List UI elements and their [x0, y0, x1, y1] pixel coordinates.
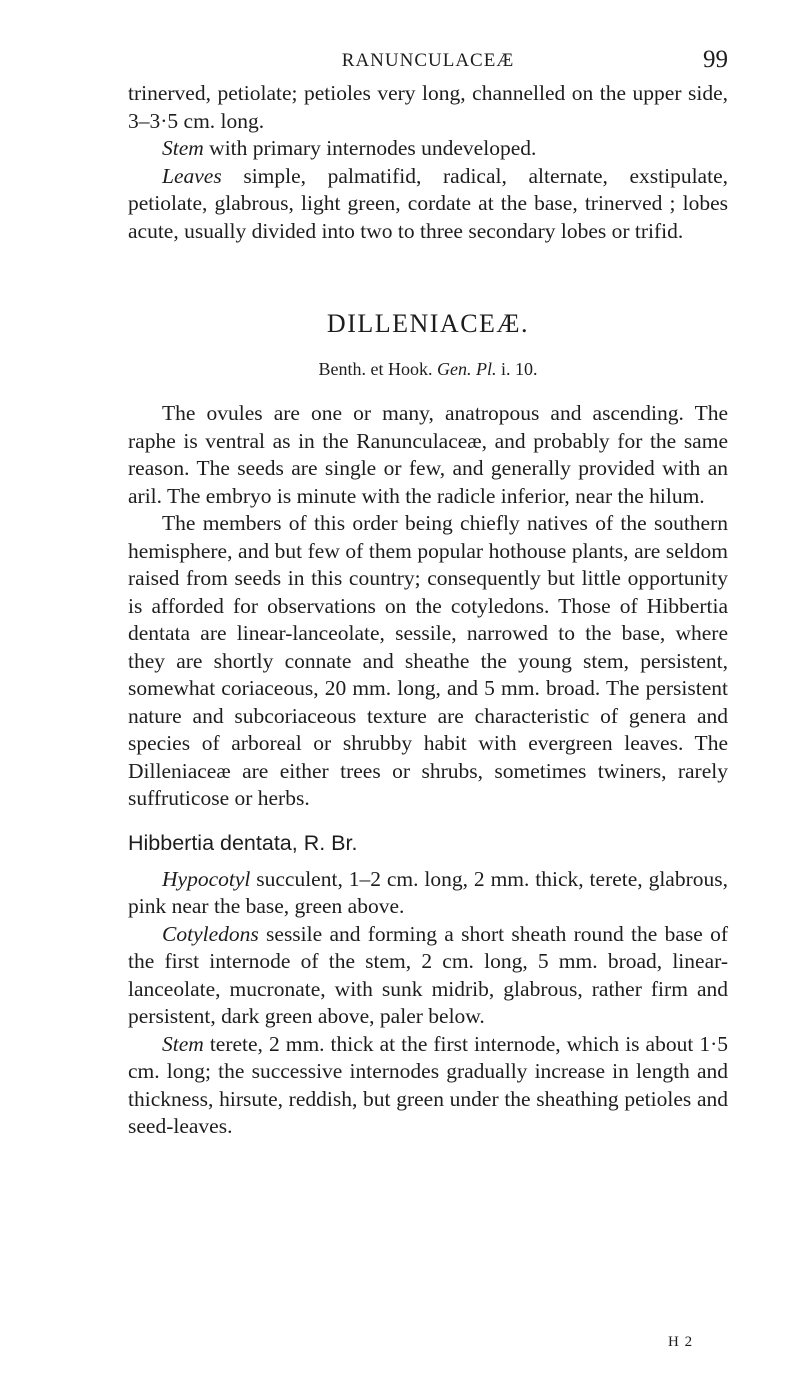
species-heading: Hibbertia dentata, R. Br.	[128, 830, 358, 855]
hypocotyl-paragraph	[128, 866, 728, 921]
page	[128, 46, 728, 1141]
species-stem-paragraph	[128, 1031, 728, 1141]
running-title: RANUNCULACEÆ	[341, 50, 515, 71]
section-title: DILLENIACEÆ.	[326, 309, 530, 338]
stem-paragraph	[128, 135, 728, 163]
hypocotyl-label: Hypocotyl	[162, 866, 251, 891]
section-reference	[128, 359, 728, 380]
reference-prefix: Benth. et Hook.	[318, 359, 437, 379]
reference-italic: Gen. Pl.	[437, 359, 497, 379]
stem-label: Stem	[162, 136, 204, 160]
cotyledons-paragraph	[128, 921, 728, 1031]
section-paragraph-1: The ovules are one or many, anatropous and ascending. The raphe is ventral as in the Ranunculaceæ, and probably for the same reason. The seeds are single or few, and generally provided with an aril. The embryo is minute with the radicle inferior, near the hilum.	[128, 401, 728, 508]
page-number: 99	[703, 46, 728, 73]
reference-suffix: i. 10.	[496, 359, 538, 379]
signature-mark: H 2	[668, 1334, 694, 1350]
cotyledons-text: sessile and forming a short sheath round the base of the first internode of the stem, 2 cm. long, 5 mm. broad, linear-lanceolate, mucronate, with sunk midrib, glabrous, rather firm and persistent, dark green above, paler below.	[128, 921, 728, 1028]
leaves-text: simple, palmatifid, radical, alternate, exstipulate, petiolate, glabrous, light green, cordate at the base, trinerved ; lobes acute, usually divided into two to three secondary lobes or trifid.	[128, 163, 728, 243]
leaves-paragraph	[128, 163, 728, 246]
hypocotyl-text: succulent, 1–2 cm. long, 2 mm. thick, terete, glabrous, pink near the base, green above.	[128, 866, 728, 918]
leaves-label: Leaves	[162, 163, 222, 188]
species-stem-label: Stem	[162, 1031, 204, 1056]
stem-text: with primary internodes undeveloped.	[203, 136, 537, 160]
cotyledons-label: Cotyledons	[162, 921, 259, 946]
running-head	[128, 46, 728, 80]
species-stem-text: terete, 2 mm. thick at the first internode, which is about 1·5 cm. long; the successive internodes gradually increase in length and thickness, hirsute, reddish, but green under the sheathing petioles and seed-leaves.	[128, 1031, 728, 1138]
section-paragraph-2: The members of this order being chiefly natives of the southern hemisphere, and but few of them popular hothouse plants, are seldom raised from seeds in this country; consequently but little opportunity is afforded for observations on the cotyledons. Those of Hibbertia dentata are linear-lanceolate, sessile, narrowed to the base, where they are shortly connate and sheathe the young stem, persistent, somewhat coriaceous, 20 mm. long, and 5 mm. broad. The persistent nature and subcoriaceous texture are characteristic of genera and species of arboreal or shrubby habit with evergreen leaves. The Dilleniaceæ are either trees or shrubs, sometimes twiners, rarely suffruticose or herbs.	[128, 511, 728, 810]
continuation-paragraph: trinerved, petiolate; petioles very long, channelled on the upper side, 3–3·5 cm. long.	[128, 81, 728, 133]
